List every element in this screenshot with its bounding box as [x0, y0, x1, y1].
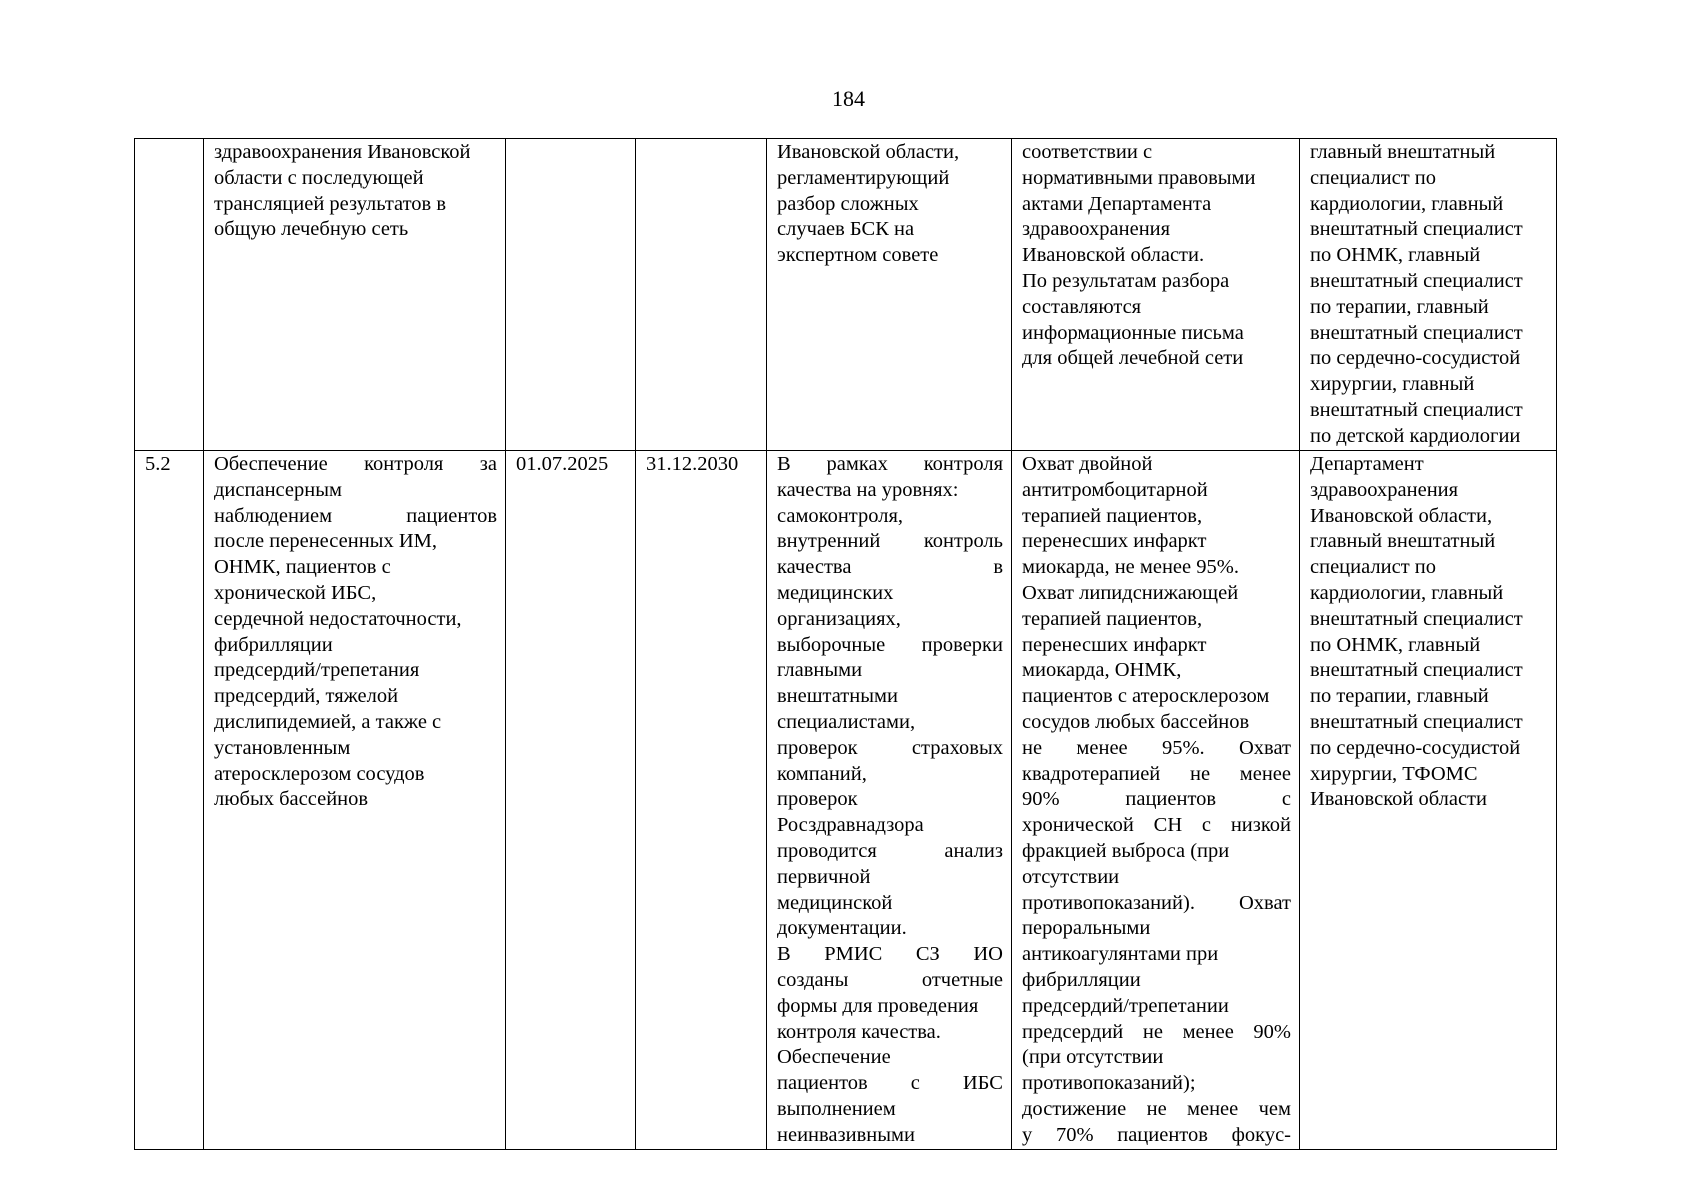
cell-line: по сердечно-сосудистой: [1310, 736, 1521, 759]
cell-line: случаев БСК на: [777, 218, 915, 241]
cell-line: внештатный специалист: [1310, 710, 1523, 733]
cell-line: внештатный специалист: [1310, 218, 1523, 241]
cell-line: проверок: [777, 788, 858, 811]
cell-line: Ивановской области,: [777, 141, 960, 163]
cell-line: достижение не менее чем: [1022, 1097, 1291, 1120]
cell-line: по ОНМК, главный: [1310, 244, 1481, 267]
cell-line: по детской кардиологии: [1310, 424, 1521, 447]
cell-line: специалист по: [1310, 166, 1436, 189]
cell-line: предсердий/трепетании: [1022, 994, 1229, 1017]
cell-line: (при отсутствии: [1022, 1046, 1164, 1069]
cell-line: Охват двойной: [1022, 453, 1153, 475]
cell-line: пациентов с атеросклерозом: [1022, 685, 1270, 708]
cell-line: Охват липидснижающей: [1022, 581, 1239, 604]
cell-line: созданы отчетные: [777, 968, 1003, 991]
cell-line: неинвазивными: [777, 1123, 915, 1146]
cell-line: фракцией выброса (при: [1022, 839, 1230, 862]
cell-line: контроля качества.: [777, 1020, 941, 1043]
cell-line: пациентов с ИБС: [777, 1072, 1003, 1095]
cell-description: [767, 451, 1012, 1150]
cell-line: миокарда, ОНМК,: [1022, 659, 1182, 682]
table-row: [135, 451, 1557, 1150]
cell-line: антитромбоцитарной: [1022, 478, 1208, 501]
cell-line: предсердий не менее 90%: [1022, 1020, 1291, 1043]
cell-line: хронической ИБС,: [214, 581, 377, 604]
cell-line: актами Департамента: [1022, 192, 1212, 215]
cell-line: первичной: [777, 865, 871, 888]
cell-line: составляются: [1022, 295, 1142, 318]
cell-line: после перенесенных ИМ,: [214, 530, 437, 553]
cell-line: формы для проведения: [777, 994, 979, 1017]
cell-line: проводится анализ: [777, 839, 1003, 862]
cell-line: внештатный специалист: [1310, 321, 1523, 344]
cell-line: Департамент: [1310, 453, 1424, 475]
cell-line: главными: [777, 659, 863, 682]
cell-line: терапией пациентов,: [1022, 504, 1203, 527]
cell-activity: [204, 139, 506, 451]
cell-start-date: [506, 139, 636, 451]
cell-line: соответствии с: [1022, 141, 1153, 163]
cell-line: у 70% пациентов фокус-: [1022, 1123, 1291, 1146]
cell-end-date: 31.12.2030: [636, 451, 767, 1150]
cell-line: внештатный специалист: [1310, 398, 1523, 421]
cell-line: внештатными: [777, 685, 898, 708]
cell-line: нормативными правовыми: [1022, 166, 1256, 189]
cell-line: Обеспечение контроля за: [214, 453, 497, 475]
cell-line: экспертном совете: [777, 244, 939, 267]
cell-line: здравоохранения Ивановской: [214, 141, 471, 163]
page-number: 184: [832, 86, 865, 111]
cell-line: наблюдением пациентов: [214, 504, 497, 527]
cell-line: Обеспечение: [777, 1046, 891, 1069]
cell-line: любых бассейнов: [214, 788, 369, 811]
cell-line: выборочные проверки: [777, 633, 1003, 656]
cell-line: документации.: [777, 917, 907, 940]
cell-line: В рамках контроля: [777, 453, 1003, 475]
cell-line: терапией пациентов,: [1022, 607, 1203, 630]
cell-line: регламентирующий: [777, 166, 950, 189]
cell-line: по терапии, главный: [1310, 685, 1489, 708]
cell-line: трансляцией результатов в: [214, 192, 447, 215]
cell-line: информационные письма: [1022, 321, 1244, 344]
cell-line: кардиологии, главный: [1310, 192, 1504, 215]
cell-line: не менее 95%. Охват: [1022, 736, 1291, 759]
cell-line: главный внештатный: [1310, 530, 1496, 553]
cell-line: установленным: [214, 736, 351, 759]
cell-line: компаний,: [777, 762, 867, 785]
cell-line: здравоохранения: [1022, 218, 1171, 241]
cell-line: разбор сложных: [777, 192, 919, 215]
cell-line: отсутствии: [1022, 865, 1120, 888]
cell-expected-result: [1012, 451, 1300, 1150]
cell-line: по терапии, главный: [1310, 295, 1489, 318]
cell-line: хирургии, главный: [1310, 373, 1475, 396]
cell-line: атеросклерозом сосудов: [214, 762, 425, 785]
cell-line: дислипидемией, а также с: [214, 710, 442, 733]
cell-line: области с последующей: [214, 166, 424, 189]
cell-line: диспансерным: [214, 478, 342, 501]
cell-line: внештатный специалист: [1310, 607, 1523, 630]
cell-line: внештатный специалист: [1310, 269, 1523, 292]
cell-line: медицинских: [777, 581, 894, 604]
cell-line: для общей лечебной сети: [1022, 347, 1244, 370]
cell-line: Ивановской области.: [1022, 244, 1205, 267]
cell-responsible: [1300, 451, 1557, 1150]
table-row: [135, 139, 1557, 451]
cell-end-date: [636, 139, 767, 451]
cell-activity: [204, 451, 506, 1150]
cell-line: В РМИС СЗ ИО: [777, 943, 1003, 966]
cell-line: общую лечебную сеть: [214, 218, 409, 241]
cell-line: противопоказаний). Охват: [1022, 891, 1291, 914]
cell-line: сосудов любых бассейнов: [1022, 710, 1250, 733]
cell-line: хронической СН с низкой: [1022, 814, 1291, 837]
cell-expected-result: [1012, 139, 1300, 451]
cell-number: 5.2: [135, 451, 204, 1150]
cell-line: выполнением: [777, 1097, 896, 1120]
cell-line: ОНМК, пациентов с: [214, 556, 391, 579]
cell-line: Ивановской области: [1310, 788, 1487, 811]
cell-line: по ОНМК, главный: [1310, 633, 1481, 656]
cell-line: фибрилляции: [214, 633, 333, 656]
cell-number: [135, 139, 204, 451]
cell-line: внештатный специалист: [1310, 659, 1523, 682]
cell-line: 90% пациентов с: [1022, 788, 1291, 811]
cell-line: По результатам разбора: [1022, 269, 1230, 292]
cell-line: предсердий/трепетания: [214, 659, 420, 682]
cell-line: специалист по: [1310, 556, 1436, 579]
cell-line: медицинской: [777, 891, 893, 914]
cell-line: антикоагулянтами при: [1022, 943, 1219, 966]
cell-line: перенесших инфаркт: [1022, 530, 1207, 553]
cell-line: предсердий, тяжелой: [214, 685, 399, 708]
cell-line: проверок страховых: [777, 736, 1003, 759]
cell-line: Ивановской области,: [1310, 504, 1493, 527]
cell-line: по сердечно-сосудистой: [1310, 347, 1521, 370]
cell-line: пероральными: [1022, 917, 1151, 940]
cell-line: главный внештатный: [1310, 141, 1496, 163]
cell-description: [767, 139, 1012, 451]
cell-line: качества в: [777, 556, 1003, 579]
cell-line: хирургии, ТФОМС: [1310, 762, 1478, 785]
cell-line: миокарда, не менее 95%.: [1022, 556, 1239, 579]
cell-line: кардиологии, главный: [1310, 581, 1504, 604]
measures-table: [134, 138, 1557, 1150]
cell-responsible: [1300, 139, 1557, 451]
cell-line: самоконтроля,: [777, 504, 904, 527]
cell-start-date: 01.07.2025: [506, 451, 636, 1150]
cell-line: организациях,: [777, 607, 901, 630]
cell-line: качества на уровнях:: [777, 478, 959, 501]
cell-line: внутренний контроль: [777, 530, 1003, 553]
cell-line: Росздравнадзора: [777, 814, 924, 837]
cell-line: специалистами,: [777, 710, 916, 733]
cell-line: фибрилляции: [1022, 968, 1141, 991]
cell-line: противопоказаний);: [1022, 1072, 1196, 1095]
cell-line: здравоохранения: [1310, 478, 1459, 501]
cell-line: квадротерапией не менее: [1022, 762, 1291, 785]
cell-line: сердечной недостаточности,: [214, 607, 462, 630]
cell-line: перенесших инфаркт: [1022, 633, 1207, 656]
